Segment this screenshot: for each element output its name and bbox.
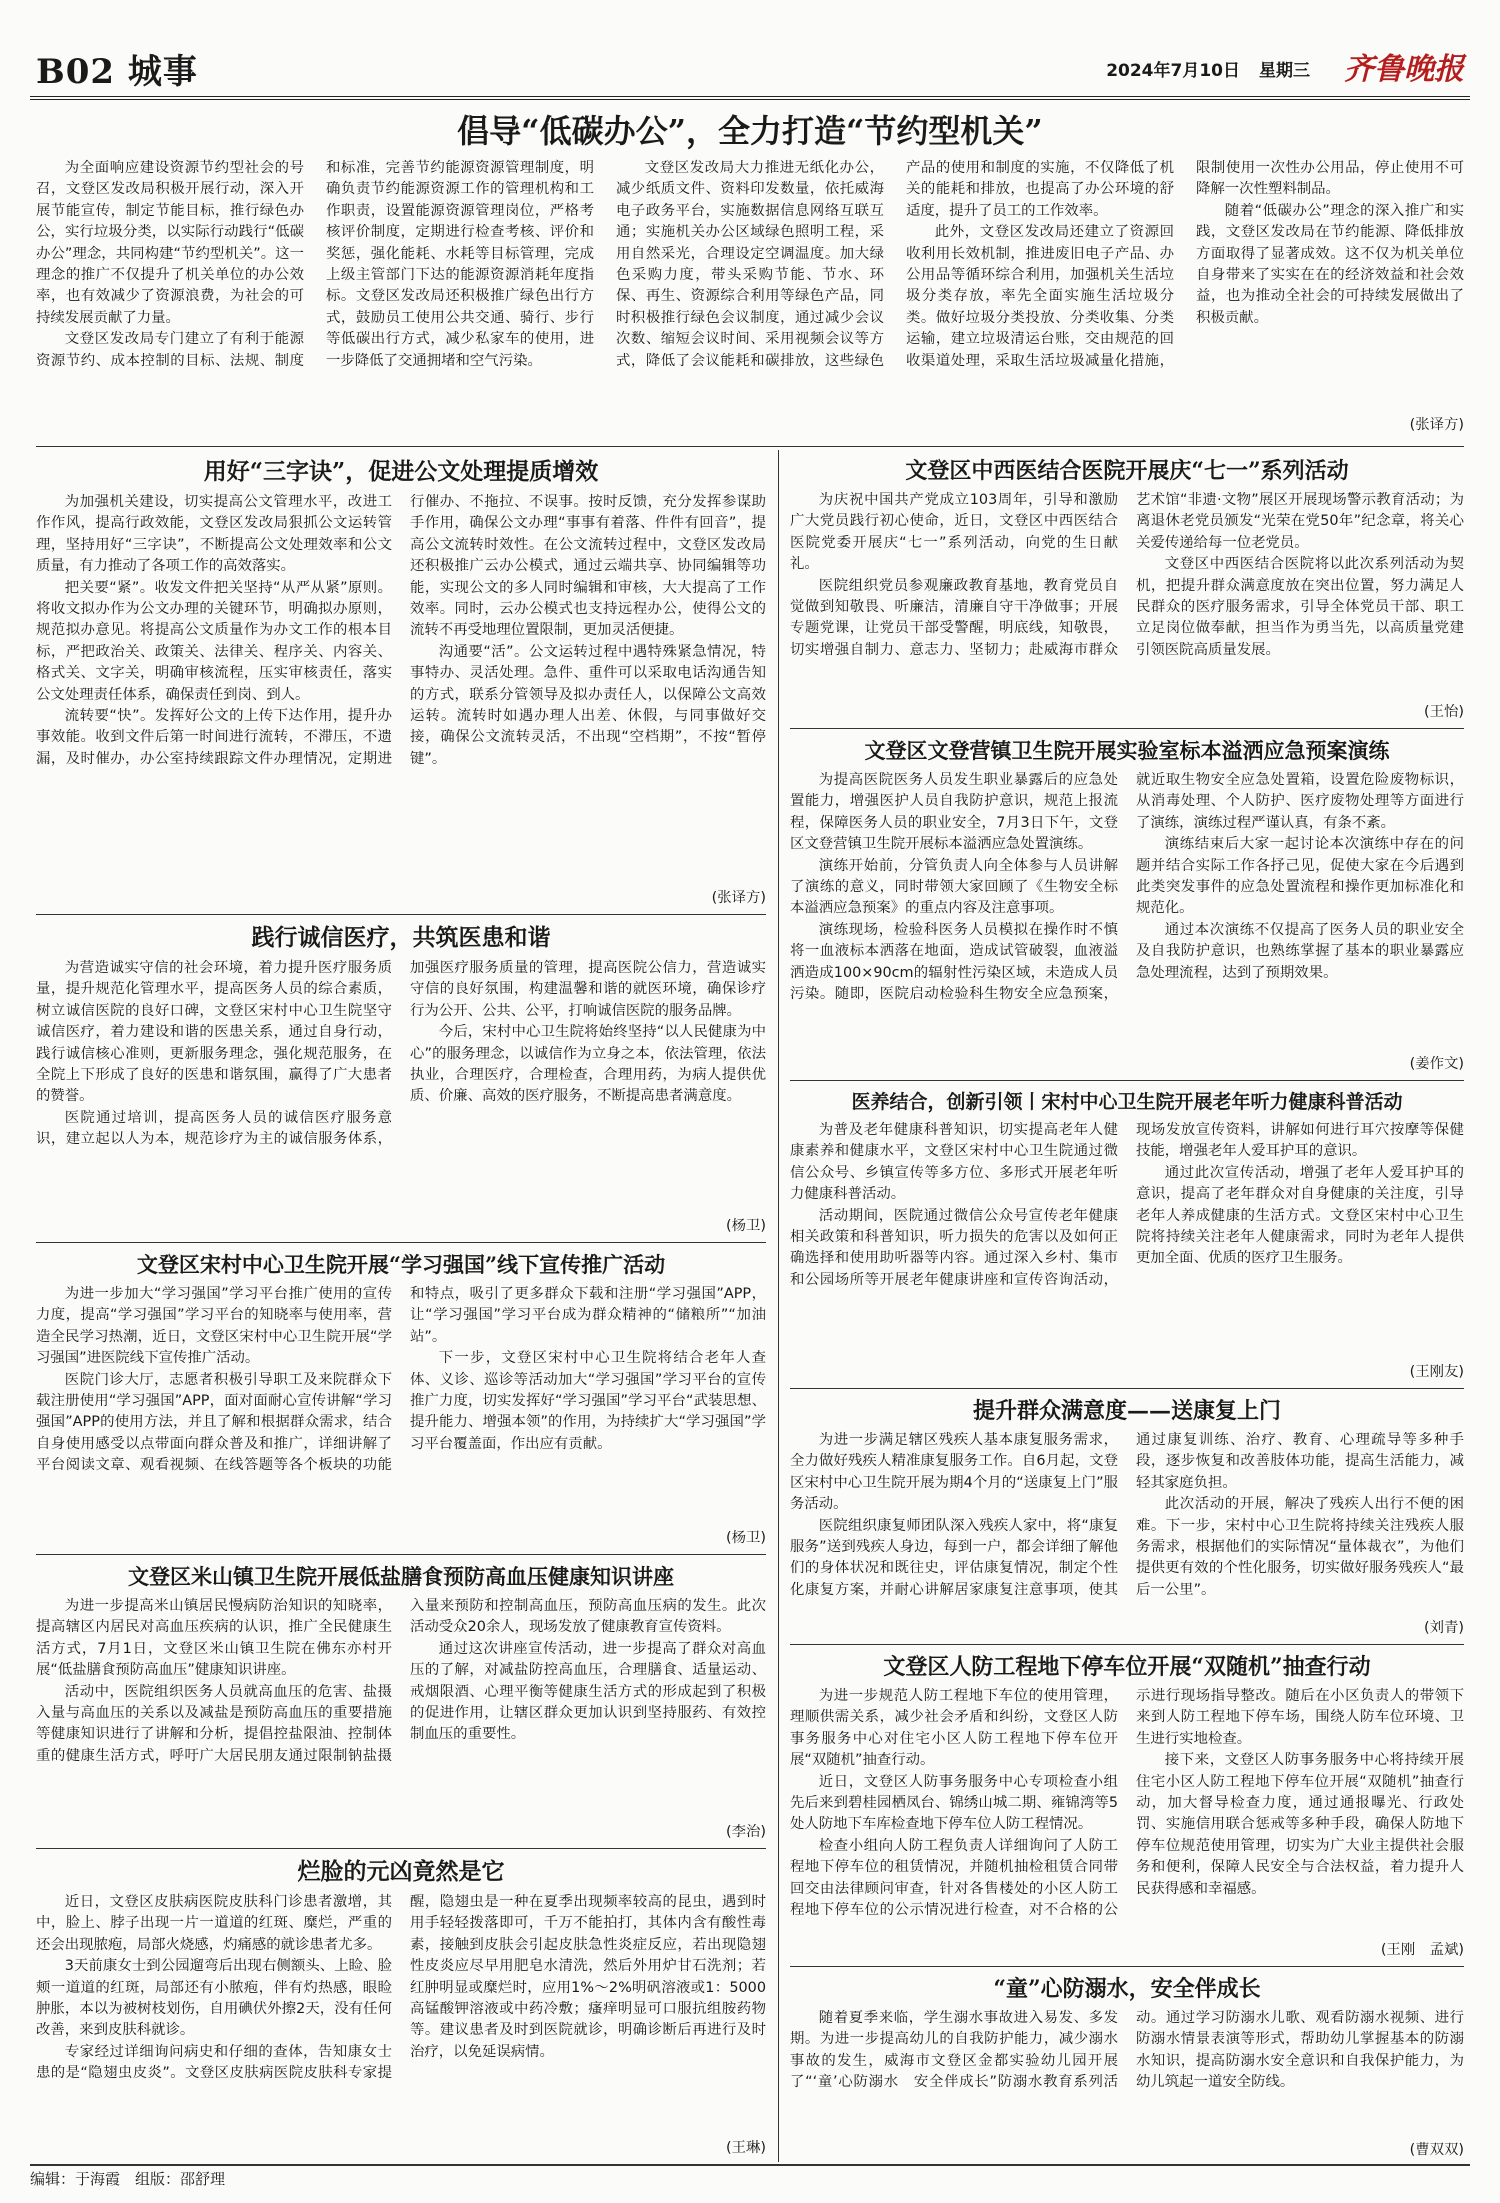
paragraph: 文登区发改局大力推进无纸化办公，减少纸质文件、资料印发数量，依托威海电子政务平台，实施数据信息网络互联互通；实施机关办公区域绿色照明工程，采用自然采光，合理设定空调温度。加大绿色采购力度，带头采购节能、节水、环保、再生、资源综合利用等绿色产品，同时积极推行绿色会议制度，通过减少会议次数、缩短会议时间、采用视频会议等方式，降低了会议能耗和碳排放，这些绿色产品的使用和制度的实施，不仅降低了机关的能耗和排放，也提高了办公环境的舒适度，提升了员工的工作效率。 — [616, 160, 1174, 369]
article-home-rehab — [790, 1392, 1464, 1640]
headline: 提升群众满意度——送康复上门 — [972, 1398, 1281, 1424]
article-body — [790, 770, 1464, 1054]
article-body — [36, 1284, 766, 1528]
headline: 医养结合，创新引领丨宋村中心卫生院开展老年听力健康科普活动 — [851, 1091, 1403, 1113]
paragraph: 下一步，文登区宋村中心卫生院将结合老年人查体、义诊、巡诊等活动加大“学习强国”学习平台的宣传推广力度，切实发挥好“学习强国”学习平台“武装思想、提升能力、增强本领”的作用，为持续扩大“学习强国”学习平台覆盖面，作出应有贡献。 — [410, 1350, 766, 1452]
paragraph: 通过此次宣传活动，增强了老年人爱耳护耳的意识，提高了老年群众对自身健康的关注度，引导老年人养成健康的生活方式。文登区宋村中心卫生院将持续关注老年人健康需求，同时为老年人提供更加全面、优质的医疗卫生服务。 — [1136, 1164, 1464, 1267]
article-body — [790, 1686, 1464, 1940]
article-body — [790, 490, 1464, 702]
headline: 烂脸的元凶竟然是它 — [297, 1858, 505, 1885]
headline: 文登区米山镇卫生院开展低盐膳食预防高血压健康知识讲座 — [128, 1564, 674, 1589]
headline: 文登区人防工程地下停车位开展“双随机”抽查行动 — [883, 1654, 1371, 1680]
paragraph: 演练开始前，分管负责人向全体参与人员讲解了演练的意义，同时带领大家回顾了《生物安全标本溢洒应急预案》的重点内容及注意事项。 — [790, 857, 1118, 917]
paragraph: 近日，文登区人防事务服务中心专项检查小组先后来到碧桂园栖凤台、锦绣山城二期、雍锦湾等5处人防地下车库检查地下停车位人防工程情况。 — [790, 1773, 1118, 1833]
byline: (李治) — [725, 1824, 766, 1840]
paragraph: 沟通要“活”。公文运转过程中遇特殊紧急情况，特事特办、灵活处理。急件、重件可以采取电话沟通告知的方式，联系分管领导及拟办责任人，以保障公文高效运转。流转时如遇办理人出差、休假，与同事做好交接，确保公文流转灵活，不出现“空档期”，不按“暂停键”。 — [410, 643, 766, 767]
paragraph: 为进一步加大“学习强国”学习平台推广使用的宣传力度，提高“学习强国”学习平台的知晓率与使用率，营造全民学习热潮，近日，文登区宋村中心卫生院开展“学习强国”进医院线下宣传推广活动。 — [36, 1286, 392, 1367]
headline: “童”心防溺水，安全伴成长 — [993, 1976, 1261, 2002]
paragraph: 随着“低碳办公”理念的深入推广和实践，文登区发改局在节约能源、降低排放方面取得了显著成效。这不仅为机关单位自身带来了实实在在的经济效益和社会效益，也为推动全社会的可持续发展做出了积极贡献。 — [1196, 202, 1464, 326]
paragraph: 活动中，医院组织医务人员就高血压的危害、盐摄入量与高血压的关系以及减盐是预防高血压的重要措施等健康知识进行了讲解和分析，提倡控盐限油、控制体重的健康生活方式，呼吁广大居民朋友通过限制钠盐摄入量来预防和控制高血压，预防高血压病的发生。此次活动受众20余人，现场发放了健康教育宣传资料。 — [36, 1598, 766, 1764]
article-body — [36, 158, 1464, 415]
paragraph: 通过本次演练不仅提高了医务人员的职业安全及自我防护意识，也熟练掌握了基本的职业暴露应急处理流程，达到了预期效果。 — [1136, 921, 1464, 981]
headline: 文登区文登营镇卫生院开展实验室标本溢洒应急预案演练 — [864, 738, 1390, 763]
paragraph: 把关要“紧”。收发文件把关坚持“从严从紧”原则。将收文拟办作为公文办理的关键环节，明确拟办原则，规范拟办意见。将提高公文质量作为办文工作的根本目标，严把政治关、政策关、法律关、程序关、内容关、格式关、文字关，明确审核流程，压实审核责任，落实公文处理责任体系，确保责任到岗、到人。 — [36, 579, 392, 703]
paragraph: 近日，文登区皮肤病医院皮肤科门诊患者激增，其中，脸上、脖子出现一片一道道的红斑、糜烂，严重的还会出现脓疱，局部火烧感，灼痛感的就诊患者尤多。 — [36, 1894, 392, 1953]
paragraph: 演练现场，检验科医务人员模拟在操作时不慎将一血液标本洒落在地面，造成试管破裂，血液溢洒造成100×90cm的辐射性污染区域，未造成人员污染。随即，医院启动检验科生物安全应急预案，就近取生物安全应急处置箱，设置危险废物标识，从消毒处理、个人防护、医疗废物处理等方面进行了演练，演练过程严谨认真，有条不紊。 — [790, 772, 1464, 1003]
article-july-first — [790, 452, 1464, 724]
paragraph: 此次活动的开展，解决了残疾人出行不便的困难。下一步，宋村中心卫生院将持续关注残疾人服务需求，根据他们的实际情况“量体裁衣”，为他们提供更有效的个性化服务，切实做好服务残疾人“最后一公里”。 — [1136, 1496, 1464, 1598]
paragraph: 医院通过培训，提高医务人员的诚信医疗服务意识，建立起以人为本，规范诊疗为主的诚信服务体系，加强医疗服务质量的管理，提高医院公信力，营造诚实守信的良好氛围，构建温馨和谐的就医环境，确保诊疗行为公开、公共、公平，打响诚信医院的服务品牌。 — [36, 960, 766, 1148]
paragraph: 文登区发改局专门建立了有利于能源资源节约、成本控制的目标、法规、制度和标准，完善节约能源资源管理制度，明确负责节约能源资源工作的管理机构和工作职责，设置能源资源管理岗位，严格考核评价制度，定期进行检查考核、评价和奖惩，强化能耗、水耗等目标管理，完成上级主管部门下达的能源资源消耗年度指标。文登区发改局还积极推广绿色出行方式，鼓励员工使用公共交通、骑行、步行等低碳出行方式，减少私家车的使用，进一步降低了交通拥堵和空气污染。 — [36, 160, 594, 369]
article-xuexi-qiangguo — [36, 1246, 766, 1550]
article-body — [36, 492, 766, 888]
article-low-salt-lecture — [36, 1558, 766, 1844]
paragraph: 为进一步提高米山镇居民慢病防治知识的知晓率，提高辖区内居民对高血压疾病的认识，推广全民健康生活方式，7月1日，文登区米山镇卫生院在佛东亦村开展“低盐膳食预防高血压”健康知识讲座。 — [36, 1598, 392, 1679]
article-body — [36, 958, 766, 1216]
article-drowning-prevention — [790, 1970, 1464, 2162]
byline: (姜作文) — [1409, 1056, 1464, 1072]
paragraph: 3天前康女士到公园遛弯后出现右侧额头、上睑、脸颊一道道的红斑，局部还有小脓疱，伴有灼热感，眼睑肿胀，本以为被树枝划伤，自用碘伏外擦2天，没有任何改善，来到皮肤科就诊。 — [36, 1958, 392, 2039]
paragraph: 医院门诊大厅，志愿者积极引导职工及来院群众下载注册使用“学习强国”APP，面对面耐心宣传讲解“学习强国”APP的使用方法，并且了解和根据群众需求，结合自身使用感受以点带面向群众普及和推广，详细讲解了平台阅读文章、观看视频、在线答题等各个板块的功能和特点，吸引了更多群众下载和注册“学习强国”APP，让“学习强国”学习平台成为群众精神的“储粮所”“加油站”。 — [36, 1286, 766, 1474]
paragraph: 演练结束后大家一起讨论本次演练中存在的问题并结合实际工作各抒己见，促使大家在今后遇到此类突发事件的应急处置流程和操作更加标准化和规范化。 — [1136, 836, 1464, 917]
headline: 文登区宋村中心卫生院开展“学习强国”线下宣传推广活动 — [136, 1252, 666, 1277]
article-parking-inspection — [790, 1648, 1464, 1962]
paragraph: 为进一步规范人防工程地下车位的使用管理，理顺供需关系，减少社会矛盾和纠纷，文登区人防事务服务中心对住宅小区人防工程地下停车位开展“双随机”抽查行动。 — [790, 1688, 1118, 1769]
byline: (杨卫) — [725, 1530, 766, 1546]
paragraph: 为全面响应建设资源节约型社会的号召，文登区发改局积极开展行动，深入开展节能宣传，制定节能目标，推行绿色办公，实行垃圾分类，以实际行动践行“低碳办公”理念，共同构建“节约型机关”。这一理念的推广不仅提升了机关单位的办公效率，也有效减少了资源浪费，为社会的可持续发展贡献了力量。 — [36, 160, 304, 326]
article-body — [790, 2008, 1464, 2140]
article-document-handling — [36, 452, 766, 910]
editor-credits: 编辑：于海霞 组版：邵舒理 — [30, 2170, 226, 2188]
paragraph: 医院组织康复师团队深入残疾人家中，将“康复服务”送到残疾人身边，每到一户，都会详细了解他们的身体状况和既往史，评估康复情况，制定个性化康复方案，并耐心讲解居家康复注意事项，使其通过康复训练、治疗、教育、心理疏导等多种手段，逐步恢复和改善肢体功能，提高生活能力，减轻其家庭负担。 — [790, 1432, 1464, 1598]
article-body — [790, 1120, 1464, 1362]
paragraph: 为普及老年健康科普知识，切实提高老年人健康素养和健康水平，文登区宋村中心卫生院通过微信公众号、乡镇宣传等多方位、多形式开展老年听力健康科普活动。 — [790, 1122, 1118, 1203]
headline: 践行诚信医疗，共筑医患和谐 — [251, 924, 551, 951]
issue-weekday: 星期三 — [1259, 61, 1310, 81]
article-rove-beetle — [36, 1852, 766, 2160]
paragraph: 通过这次讲座宣传活动，进一步提高了群众对高血压的了解，对减盐防控高血压，合理膳食、适量运动、戒烟限酒、心理平衡等健康生活方式的形成起到了积极的促进作用，让辖区群众更加认识到坚持服药、有效控制血压的重要性。 — [410, 1640, 766, 1743]
paragraph: 为庆祝中国共产党成立103周年，引导和激励广大党员践行初心使命，近日，文登区中西医结合医院党委开展庆“七一”系列活动，向党的生日献礼。 — [790, 492, 1118, 573]
byline: (杨卫) — [725, 1218, 766, 1234]
article-body — [36, 1596, 766, 1822]
article-hearing-health — [790, 1084, 1464, 1384]
paragraph: 今后，宋村中心卫生院将始终坚持“以人民健康为中心”的服务理念，以诚信作为立身之本，依法管理，依法执业，合理医疗，合理检查，合理用药，为病人提供优质、价廉、高效的医疗服务，不断提高患者满意度。 — [410, 1024, 766, 1105]
byline: (张译方) — [1409, 417, 1464, 433]
byline: (张译方) — [711, 890, 766, 906]
article-body — [36, 1892, 766, 2138]
paragraph: 流转要“快”。发挥好公文的上传下达作用，提升办事效能。收到文件后第一时间进行流转，不滞压，不遗漏，及时催办，办公室持续跟踪文件办理情况，定期进行催办、不拖拉、不误事。按时反馈，充分发挥参谋助手作用，确保公文办理“事事有着落、件件有回音”，提高公文流转时效性。在公文流转过程中，文登区发改局还积极推广云办公模式，通过云端共享、协同编辑等功能，实现公文的多人同时编辑和审核，大大提高了工作效率。同时，云办公模式也支持远程办公，使得公文的流转不再受地理位置限制，更加灵活便捷。 — [36, 494, 766, 767]
headline: 倡导“低碳办公”，全力打造“节约型机关” — [457, 112, 1043, 150]
byline: (曹双双) — [1409, 2142, 1464, 2158]
byline: (王琳) — [725, 2140, 766, 2156]
paragraph: 活动期间，医院通过微信公众号宣传老年健康相关政策和科普知识，听力损失的危害以及如何正确选择和使用助听器等内容。通过深入乡村、集市和公园场所等开展老年健康讲座和宣传咨询活动，现场发放宣传资料，讲解如何进行耳穴按摩等保健技能，增强老年人爱耳护耳的意识。 — [790, 1122, 1464, 1288]
byline: (王刚友) — [1409, 1364, 1464, 1380]
byline: (王刚 孟斌) — [1380, 1942, 1464, 1958]
paragraph: 随着夏季来临，学生溺水事故进入易发、多发期。为进一步提高幼儿的自我防护能力，减少溺水事故的发生，威海市文登区金都实验幼儿园开展了“‘童’心防溺水 安全伴成长”防溺水教育系列活动。通过学习防溺水儿歌、观看防溺水视频、进行防溺水情景表演等形式，帮助幼儿掌握基本的防溺水知识，提高防溺水安全意识和自我保护能力，为幼儿筑起一道安全防线。 — [790, 2010, 1464, 2091]
byline: (刘青) — [1423, 1620, 1464, 1636]
byline: (王怡) — [1423, 704, 1464, 720]
paragraph: 文登区中西医结合医院将以此次系列活动为契机，把提升群众满意度放在突出位置，努力满足人民群众的医疗服务需求，引导全体党员干部、职工立足岗位做奉献，担当作为勇当先，以高质量党建引领医院高质量发展。 — [1136, 556, 1464, 658]
newspaper-logo: 齐鲁晚报 — [1344, 52, 1464, 87]
paragraph: 为进一步满足辖区残疾人基本康复服务需求，全力做好残疾人精准康复服务工作。自6月起，文登区宋村中心卫生院开展为期4个月的“送康复上门”服务活动。 — [790, 1432, 1118, 1513]
paragraph: 检查小组向人防工程负责人详细询问了人防工程地下停车位的租赁情况，并随机抽检租赁合同带回交由法律顾问审查，针对各售楼处的小区人防工程地下停车位的公示情况进行检查，对不合格的公示进行现场指导整改。随后在小区负责人的带领下来到人防工程地下停车场，围绕人防车位环境、卫生进行实地检查。 — [790, 1688, 1464, 1919]
page-header — [30, 34, 1470, 100]
paragraph: 为加强机关建设，切实提高公文管理水平，改进工作作风，提高行政效能，文登区发改局狠抓公文运转管理，坚持用好“三字诀”，不断提高公文处理效率和公文质量，有力推动了各项工作的高效落实。 — [36, 494, 392, 575]
article-low-carbon — [36, 104, 1464, 440]
paragraph: 此外，文登区发改局还建立了资源回收利用长效机制，推进废旧电子产品、办公用品等循环综合利用，加强机关生活垃圾分类存放，率先全面实施生活垃圾分类。做好垃圾分类投放、分类收集、分类运输，建立垃圾清运台账，交由规范的回收渠道处理，采取生活垃圾减量化措施，限制使用一次性办公用品，停止使用不可降解一次性塑料制品。 — [906, 160, 1464, 369]
paragraph: 接下来，文登区人防事务服务中心将持续开展住宅小区人防工程地下停车位开展“双随机”抽查行动，加大督导检查力度，通过通报曝光、行政处罚、实施信用联合惩戒等多种手段，确保人防地下停车位规范使用管理，切实为广大业主提供社会服务和便利，保障人民安全与合法权益，着力提升人民获得感和幸福感。 — [1136, 1752, 1464, 1897]
headline: 用好“三字诀”，促进公文处理提质增效 — [203, 458, 599, 485]
paragraph: 为提高医院医务人员发生职业暴露后的应急处置能力，增强医护人员自我防护意识，规范上报流程，保障医务人员的职业安全，7月3日下午，文登区文登营镇卫生院开展标本溢洒应急处置演练。 — [790, 772, 1118, 853]
headline: 文登区中西医结合医院开展庆“七一”系列活动 — [905, 458, 1349, 484]
paragraph: 医院组织党员参观廉政教育基地，教育党员自觉做到知敬畏、听廉洁，清廉自守干净做事；开展专题党课，让党员干部受警醒，明底线，知敬畏，切实增强自制力、意志力、坚韧力；赴威海市群众艺术馆“非遗·文物”展区开展现场警示教育活动；为离退休老党员颁发“光荣在党50年”纪念章，将关心关爱传递给每一位老党员。 — [790, 492, 1464, 658]
article-body — [790, 1430, 1464, 1618]
issue-date: 2024年7月10日 — [1106, 61, 1240, 81]
section-title: B02 城事 — [36, 52, 198, 92]
article-honest-medical — [36, 918, 766, 1238]
article-lab-drill — [790, 732, 1464, 1076]
paragraph: 为营造诚实守信的社会环境，着力提升医疗服务质量，提升规范化管理水平，提高医务人员的综合素质，树立诚信医院的良好口碑，文登区宋村中心卫生院坚守诚信医疗，着力建设和谐的医患关系，通过自身行动，践行诚信核心准则，更新服务理念，强化规范服务，在全院上下形成了良好的医患和谐氛围，赢得了广大患者的赞誉。 — [36, 960, 392, 1105]
paragraph: 专家经过详细询问病史和仔细的查体，告知康女士患的是“隐翅虫皮炎”。文登区皮肤病医院皮肤科专家提醒，隐翅虫是一种在夏季出现频率较高的昆虫，遇到时用手轻轻拨落即可，千万不能拍打，其体内含有酸性毒素，接触到皮肤会引起皮肤急性炎症反应，若出现隐翅性皮炎应尽早用肥皂水清洗，然后外用炉甘石洗剂；若红肿明显或糜烂时，应用1%～2%明矾溶液或1：5000高锰酸钾溶液或中药冷敷；瘙痒明显可口服抗组胺药物等。建议患者及时到医院就诊，明确诊断后再进行及时治疗，以免延误病情。 — [36, 1894, 766, 2082]
